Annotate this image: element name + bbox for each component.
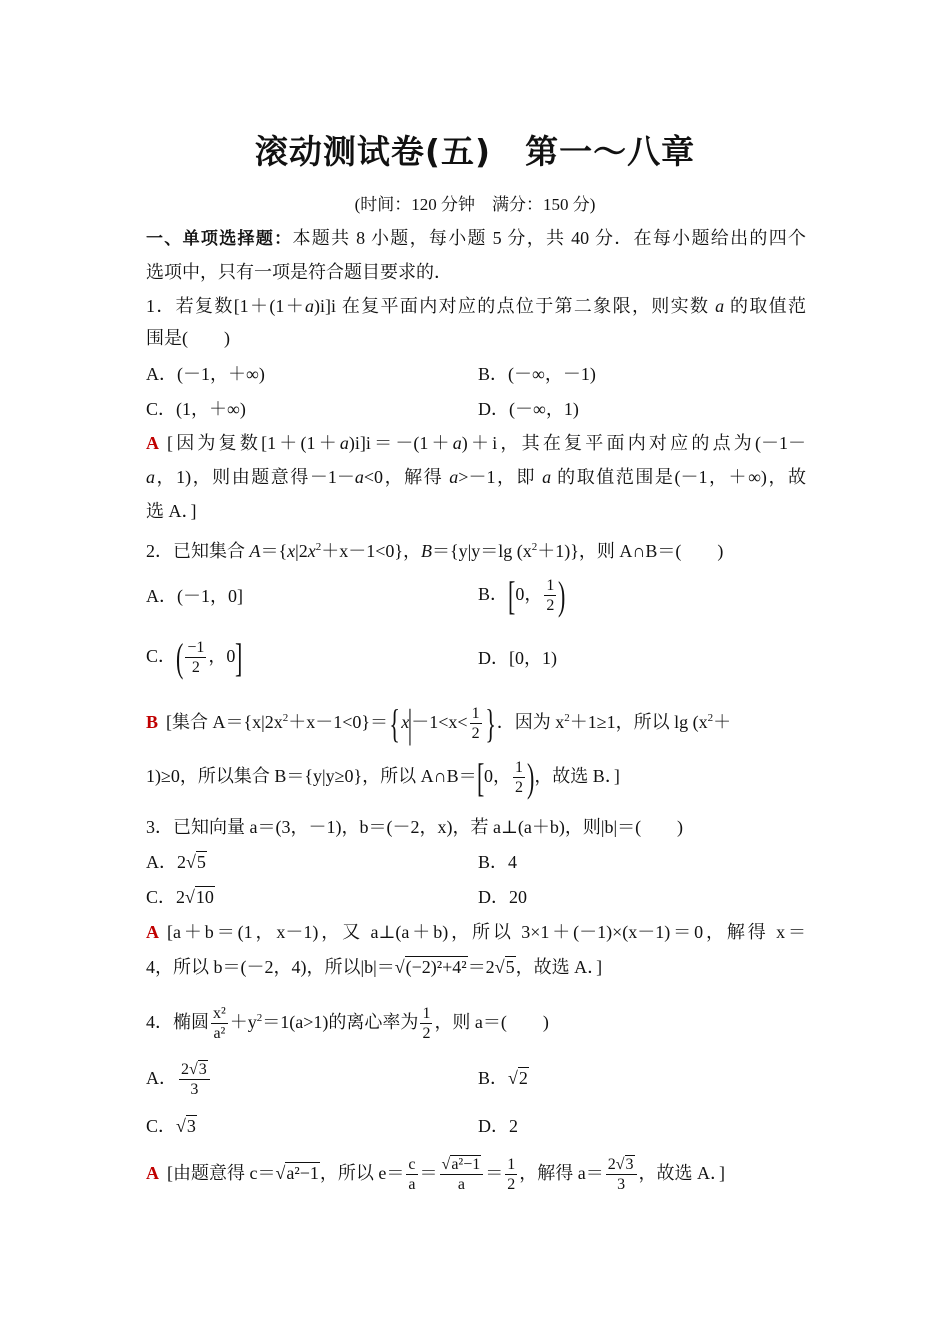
q2-sol-text: ＋x－1<0}＝ <box>288 712 389 732</box>
fraction <box>505 1155 517 1194</box>
left-brace: { <box>389 700 400 746</box>
var-a: a <box>449 467 459 487</box>
exponent: 2 <box>707 712 714 724</box>
q1-sol-text: 的取值范围是(－1，＋∞)，故 <box>551 467 807 487</box>
q3-sol-text: ＝2 <box>467 957 495 977</box>
fraction-num: 2√3 <box>606 1155 637 1175</box>
option-label: C． <box>146 1116 177 1136</box>
q2-sol-text: 1)≥0，所以集合 B＝{y|y≥0}，所以 A∩B＝ <box>146 766 477 786</box>
option-text: 0， <box>515 584 543 604</box>
option-label: A． <box>146 1068 177 1088</box>
q2-sol-text: 0， <box>483 766 511 786</box>
q3-stem: 3．已知向量 a＝(3，－1)，b＝(－2，x)，若 a⊥(a＋b)，则|b|＝( ) <box>146 817 684 837</box>
radicand: 5 <box>505 957 515 977</box>
set-a: A <box>249 541 261 561</box>
section-intro <box>146 226 806 251</box>
q2-sol-text: [集合 A＝{x|2x <box>166 712 283 732</box>
right-bracket: ] <box>235 634 243 680</box>
q2-sol-text: ．因为 x <box>496 712 565 732</box>
q1-text: )i]i 在复平面内对应的点位于第二象限，则实数 <box>314 296 716 316</box>
q4-text: ＋y <box>229 1012 257 1032</box>
q1-sol-text: >－1，即 <box>458 467 543 487</box>
fraction-den: 3 <box>617 1176 626 1194</box>
radicand: a²−1 <box>451 1156 481 1174</box>
fraction-den: 2 <box>514 779 523 797</box>
q3-option-b: B．4 <box>478 852 518 872</box>
radicand: 3 <box>625 1156 634 1174</box>
fraction <box>179 1060 210 1099</box>
q3-sol-text: [a＋b＝(1，x－1)，又 a⊥(a＋b)，所以 3×1＋(－1)×(x－1)＝0，解得 x＝ <box>167 922 806 942</box>
fraction-num: x² <box>213 1005 226 1023</box>
fraction-num: c <box>408 1156 416 1174</box>
fraction-num: √a²−1 <box>440 1155 484 1175</box>
fraction-den: a <box>408 1176 416 1194</box>
fraction-den: 2 <box>422 1025 431 1043</box>
fraction-num: 1 <box>507 1156 516 1174</box>
q3-answer: A <box>146 922 159 942</box>
q4-option-b: B．√2 <box>478 1068 528 1088</box>
var-a: a <box>452 433 462 453</box>
option-label: B． <box>478 584 509 604</box>
q3-option-c: C．2√10 <box>146 887 214 907</box>
var-a: a <box>146 467 155 487</box>
q2-text: 2．已知集合 <box>146 541 250 561</box>
right-brace: } <box>484 700 496 746</box>
fraction-num: 2√3 <box>179 1060 210 1080</box>
radicand: (−2)²+4² <box>405 957 467 977</box>
fraction <box>440 1155 484 1194</box>
var-a: a <box>305 296 315 316</box>
var-a: a <box>354 467 364 487</box>
q2-stem <box>146 535 723 563</box>
q1-option-c: C．(1，＋∞) <box>146 399 246 419</box>
q4-answer: A <box>146 1163 159 1183</box>
q2-solution <box>146 696 731 744</box>
q4-sol-text: ，故选 A．] <box>638 1163 726 1183</box>
page-subtitle: (时间：120 分钟 满分：150 分) <box>354 195 596 214</box>
q1-answer: A <box>146 433 159 453</box>
fraction-num: 1 <box>422 1005 431 1023</box>
q2-solution-2 <box>146 754 620 798</box>
var-x: x <box>307 541 316 561</box>
q2-option-a: A．(－1，0] <box>146 586 243 606</box>
radicand: 2 <box>518 1068 528 1088</box>
q4-text: ＝1(a>1)的离心率为 <box>262 1012 419 1032</box>
fraction <box>606 1155 637 1194</box>
fraction <box>470 704 482 743</box>
option-label: B． <box>478 1068 509 1088</box>
q3-solution <box>146 920 806 944</box>
fraction <box>185 638 206 677</box>
q3-option-d: D．20 <box>478 887 527 907</box>
q2-sol-text: ＋1≥1，所以 lg (x <box>569 712 708 732</box>
q3-sol-text: 4，所以 b＝(－2，4)，所以|b|＝ <box>146 957 395 977</box>
section-text-2: 选项中，只有一项是符合题目要求的． <box>146 262 452 282</box>
q3-solution-2: 4，所以 b＝(－2，4)，所以|b|＝√(−2)²+4²＝2√5，故选 A．] <box>146 957 603 977</box>
fraction-num: 1 <box>471 705 480 723</box>
fraction <box>544 576 556 615</box>
q2-text: ＝{ <box>260 541 288 561</box>
coefficient: 2 <box>607 1156 616 1174</box>
q4-sol-text: [由题意得 c＝ <box>167 1163 276 1183</box>
exponent: 2 <box>531 541 538 553</box>
q1-sol-text: )＋i，其在复平面内对应的点为(－1－ <box>461 433 806 453</box>
section-text: 本题共 8 小题，每小题 5 分，共 40 分．在每小题给出的四个 <box>292 228 807 248</box>
q1-text: 1．若复数[1＋(1＋ <box>146 296 306 316</box>
q4-option-c: C．√3 <box>146 1116 196 1136</box>
q4-option-a <box>146 1056 212 1100</box>
page-title: 滚动测试卷(五) 第一～八章 <box>254 132 696 171</box>
option-text: C．2 <box>146 887 186 907</box>
option-text: ，0 <box>208 646 236 666</box>
var-a: a <box>542 467 552 487</box>
q1-stem-2: 围是( ) <box>146 328 230 348</box>
q1-sol-text: ，1)，则由题意得－1－ <box>155 467 355 487</box>
q2-option-d: D．[0，1) <box>478 648 557 668</box>
q1-option-d: D．(－∞，1) <box>478 399 579 419</box>
left-bracket: [ <box>508 572 516 618</box>
q2-text: ＝{y|y＝lg (x <box>432 541 532 561</box>
q1-sol-text: <0，解得 <box>363 467 450 487</box>
q4-text: ，则 a＝( ) <box>434 1012 549 1032</box>
q1-option-a: A．(－1，＋∞) <box>146 364 265 384</box>
var-a: a <box>715 296 725 316</box>
left-paren: ( <box>176 634 184 680</box>
q2-text: ＋x－1<0}， <box>321 541 422 561</box>
exponent: 2 <box>315 541 322 553</box>
set-b: B <box>421 541 433 561</box>
q3-sol-text: ，故选 A．] <box>515 957 603 977</box>
fraction <box>420 1004 432 1043</box>
q2-text: ＋1)}，则 A∩B＝( ) <box>537 541 724 561</box>
q4-sol-text: ，解得 a＝ <box>519 1163 604 1183</box>
q2-text: |2 <box>295 541 308 561</box>
q1-solution-3: 选 A．] <box>146 501 197 521</box>
q4-stem <box>146 996 549 1044</box>
q1-solution <box>146 431 806 455</box>
fraction-den: a <box>457 1176 465 1194</box>
divider-bar: | <box>408 700 413 746</box>
q1-option-b: B．(－∞，－1) <box>478 364 596 384</box>
var-x: x <box>287 541 296 561</box>
q4-solution: A [由题意得 c＝√a²−1，所以 e＝ $\frac{c}{a}$ ＝ $\frac{\text{√a²−1}}{a}$ ＝ $\frac{1}{2}$ ，解得 a＝ $\frac{2√3}{3}$ ，故选 A．] <box>146 1156 726 1194</box>
exponent: 2 <box>564 712 570 724</box>
q2-option-b <box>478 572 566 616</box>
q3-option-a: A．2√5 <box>146 852 206 872</box>
fraction-den: a² <box>213 1025 226 1043</box>
fraction-den: 2 <box>471 725 480 743</box>
var-a: a <box>339 433 349 453</box>
q4-text: 4．椭圆 <box>146 1012 209 1032</box>
radicand: 3 <box>186 1116 196 1136</box>
fraction-den: 2 <box>507 1176 516 1194</box>
radicand: 3 <box>198 1061 207 1079</box>
exponent: 2 <box>256 1012 263 1024</box>
var-x: x <box>401 712 410 732</box>
fraction-num: 1 <box>514 759 523 777</box>
fraction-num: 1 <box>546 577 555 595</box>
q2-option-c <box>146 634 243 678</box>
equals: ＝ <box>419 1163 438 1183</box>
q2-sol-text: －1<x< <box>411 712 468 732</box>
q4-option-d: D．2 <box>478 1116 518 1136</box>
fraction-den: 3 <box>190 1081 199 1099</box>
option-label: C． <box>146 646 177 666</box>
fraction <box>211 1004 228 1043</box>
q2-sol-text: ，故选 B．] <box>534 766 620 786</box>
fraction-den: 2 <box>546 597 555 615</box>
radicand: 10 <box>195 887 214 907</box>
q2-sol-text: ＋ <box>713 712 732 732</box>
q1-sol-text: )i]i＝－(1＋ <box>348 433 453 453</box>
q1-text: 的取值范 <box>724 296 806 316</box>
right-paren: ) <box>526 754 535 800</box>
q1-sol-text: [因为复数[1＋(1＋ <box>167 433 340 453</box>
section-heading: 一、单项选择题： <box>146 229 293 249</box>
radicand: a²−1 <box>286 1163 319 1183</box>
fraction <box>406 1155 417 1194</box>
q1-solution-2 <box>146 465 806 489</box>
coefficient: 2 <box>181 1061 189 1079</box>
exponent: 2 <box>282 712 289 724</box>
equals: ＝ <box>485 1163 504 1183</box>
left-bracket: [ <box>476 754 484 800</box>
radicand: 5 <box>196 852 206 872</box>
right-paren: ) <box>558 572 566 618</box>
fraction-num: −1 <box>187 639 205 657</box>
option-text: A．2 <box>146 852 186 872</box>
q2-answer: B <box>146 712 159 732</box>
fraction <box>513 758 525 797</box>
q4-sol-text: ，所以 e＝ <box>319 1163 405 1183</box>
fraction-den: 2 <box>191 659 200 677</box>
q1-stem <box>146 294 806 318</box>
